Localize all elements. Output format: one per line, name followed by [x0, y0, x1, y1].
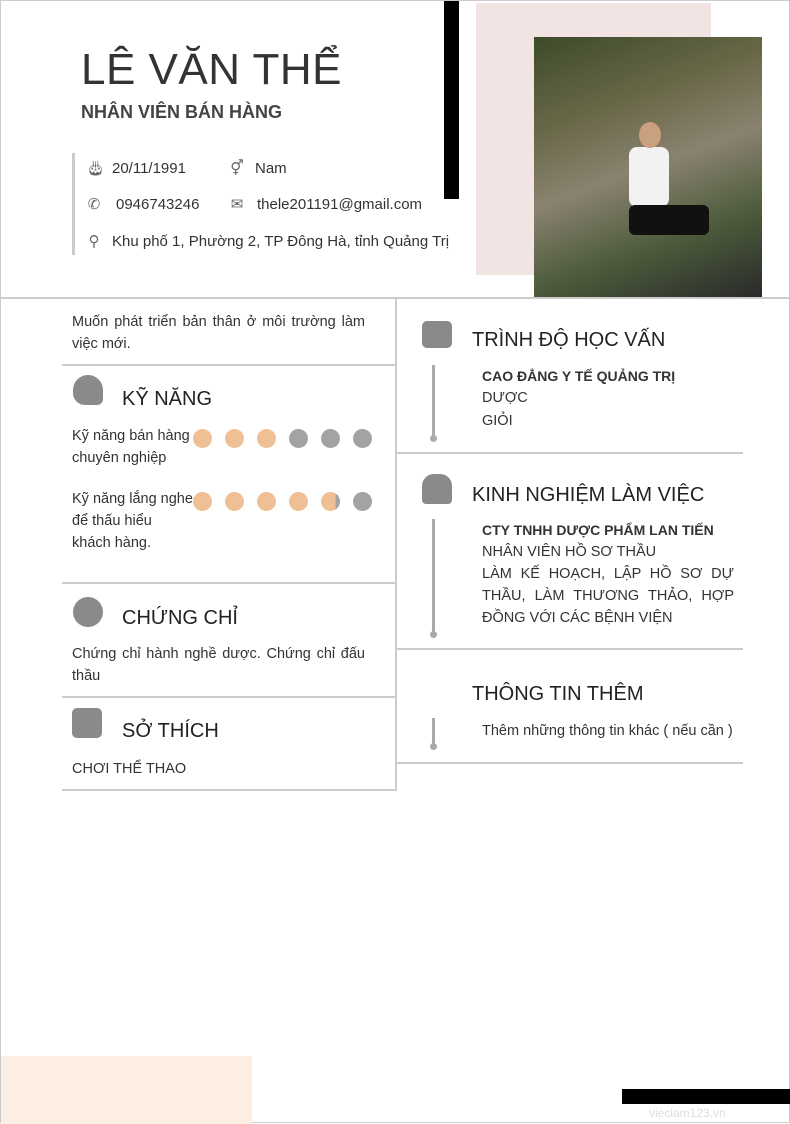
skills-title: KỸ NĂNG: [122, 388, 213, 410]
experience-title: KINH NGHIỆM LÀM VIỆC: [472, 484, 705, 506]
rating-dot: [289, 492, 308, 511]
map-icon: ⚲: [88, 233, 100, 250]
email[interactable]: thele201191@gmail.com: [257, 195, 423, 213]
address: Khu phố 1, Phường 2, TP Đông Hà, tỉnh Quảng Trị: [112, 232, 450, 250]
skill-rating: [193, 429, 372, 448]
phone-icon: ✆: [87, 196, 101, 213]
job-title: NHÂN VIÊN BÁN HÀNG: [81, 102, 283, 122]
hobbies-title: SỞ THÍCH: [122, 720, 219, 742]
watermark: vieclam123.vn: [649, 1106, 726, 1120]
contact-divider: [72, 153, 75, 255]
column-divider: [395, 298, 397, 791]
education-title: TRÌNH ĐỘ HỌC VẤN: [472, 329, 666, 351]
divider: [62, 696, 395, 698]
footer-black-bar: [622, 1089, 790, 1104]
rating-dot: [193, 429, 212, 448]
timeline-line: [432, 718, 435, 747]
briefcase-icon: [422, 321, 452, 348]
rating-dot: [353, 429, 372, 448]
birthday: 20/11/1991: [112, 159, 186, 177]
job-description: LÀM KẾ HOẠCH, LẬP HỒ SƠ DỰ THẦU, LÀM THƯƠNG THẢO, HỢP ĐỒNG VỚI CÁC BỆNH VIỆN: [482, 566, 734, 626]
company-name: CTY TNHH DƯỢC PHẨM LAN TIẾN: [482, 522, 714, 538]
black-bar: [444, 1, 459, 199]
rating-dot: [289, 429, 308, 448]
rating-dot: [225, 429, 244, 448]
position: NHÂN VIÊN HỒ SƠ THẦU: [482, 544, 657, 560]
steam-icon: [72, 708, 102, 738]
gender: Nam: [255, 159, 287, 177]
phone: 0946743246: [116, 195, 200, 213]
school-name: CAO ĐẲNG Y TẾ QUẢNG TRỊ: [482, 368, 676, 384]
more-info-text: Thêm những thông tin khác ( nếu cần ): [482, 723, 733, 739]
rating-dot: [225, 492, 244, 511]
objective-text: Muốn phát triển bản thân ở môi trường làm việc mới.: [72, 314, 365, 352]
divider: [397, 648, 743, 650]
cake-icon: 🎂︎: [86, 160, 106, 177]
rating-dot: [321, 429, 340, 448]
head-bulb-icon: [73, 375, 103, 405]
certificate-icon: [73, 597, 103, 627]
hobbies-text: CHƠI THỂ THAO: [72, 761, 187, 777]
divider: [62, 582, 395, 584]
divider: [397, 452, 743, 454]
rating-dot: [321, 492, 340, 511]
rating-dot: [257, 492, 276, 511]
peach-block: [1, 1056, 252, 1124]
full-name: LÊ VĂN THỂ: [81, 45, 342, 94]
gender-icon: ⚥: [230, 160, 244, 177]
skill-rating: [193, 492, 372, 511]
major: DƯỢC: [482, 390, 528, 406]
divider: [62, 364, 395, 366]
timeline-line: [432, 519, 435, 635]
profile-photo: [534, 37, 762, 297]
certificates-title: CHỨNG CHỈ: [122, 607, 238, 629]
worker-laptop-icon: [422, 474, 452, 504]
rating-dot: [257, 429, 276, 448]
certificates-text: Chứng chỉ hành nghề dược. Chứng chỉ đấu thầu: [72, 646, 365, 684]
divider: [62, 789, 395, 791]
skill-label: Kỹ năng bán hàng chuyên nghiệp: [72, 428, 190, 466]
grade: GIỎI: [482, 413, 513, 429]
more-info-title: THÔNG TIN THÊM: [472, 683, 644, 705]
email-icon: ✉: [230, 196, 244, 213]
skill-label: Kỹ năng lắng nghe để thấu hiểu khách hàng.: [72, 491, 193, 551]
rating-dot: [193, 492, 212, 511]
timeline-line: [432, 365, 435, 439]
divider: [397, 762, 743, 764]
rating-dot: [353, 492, 372, 511]
